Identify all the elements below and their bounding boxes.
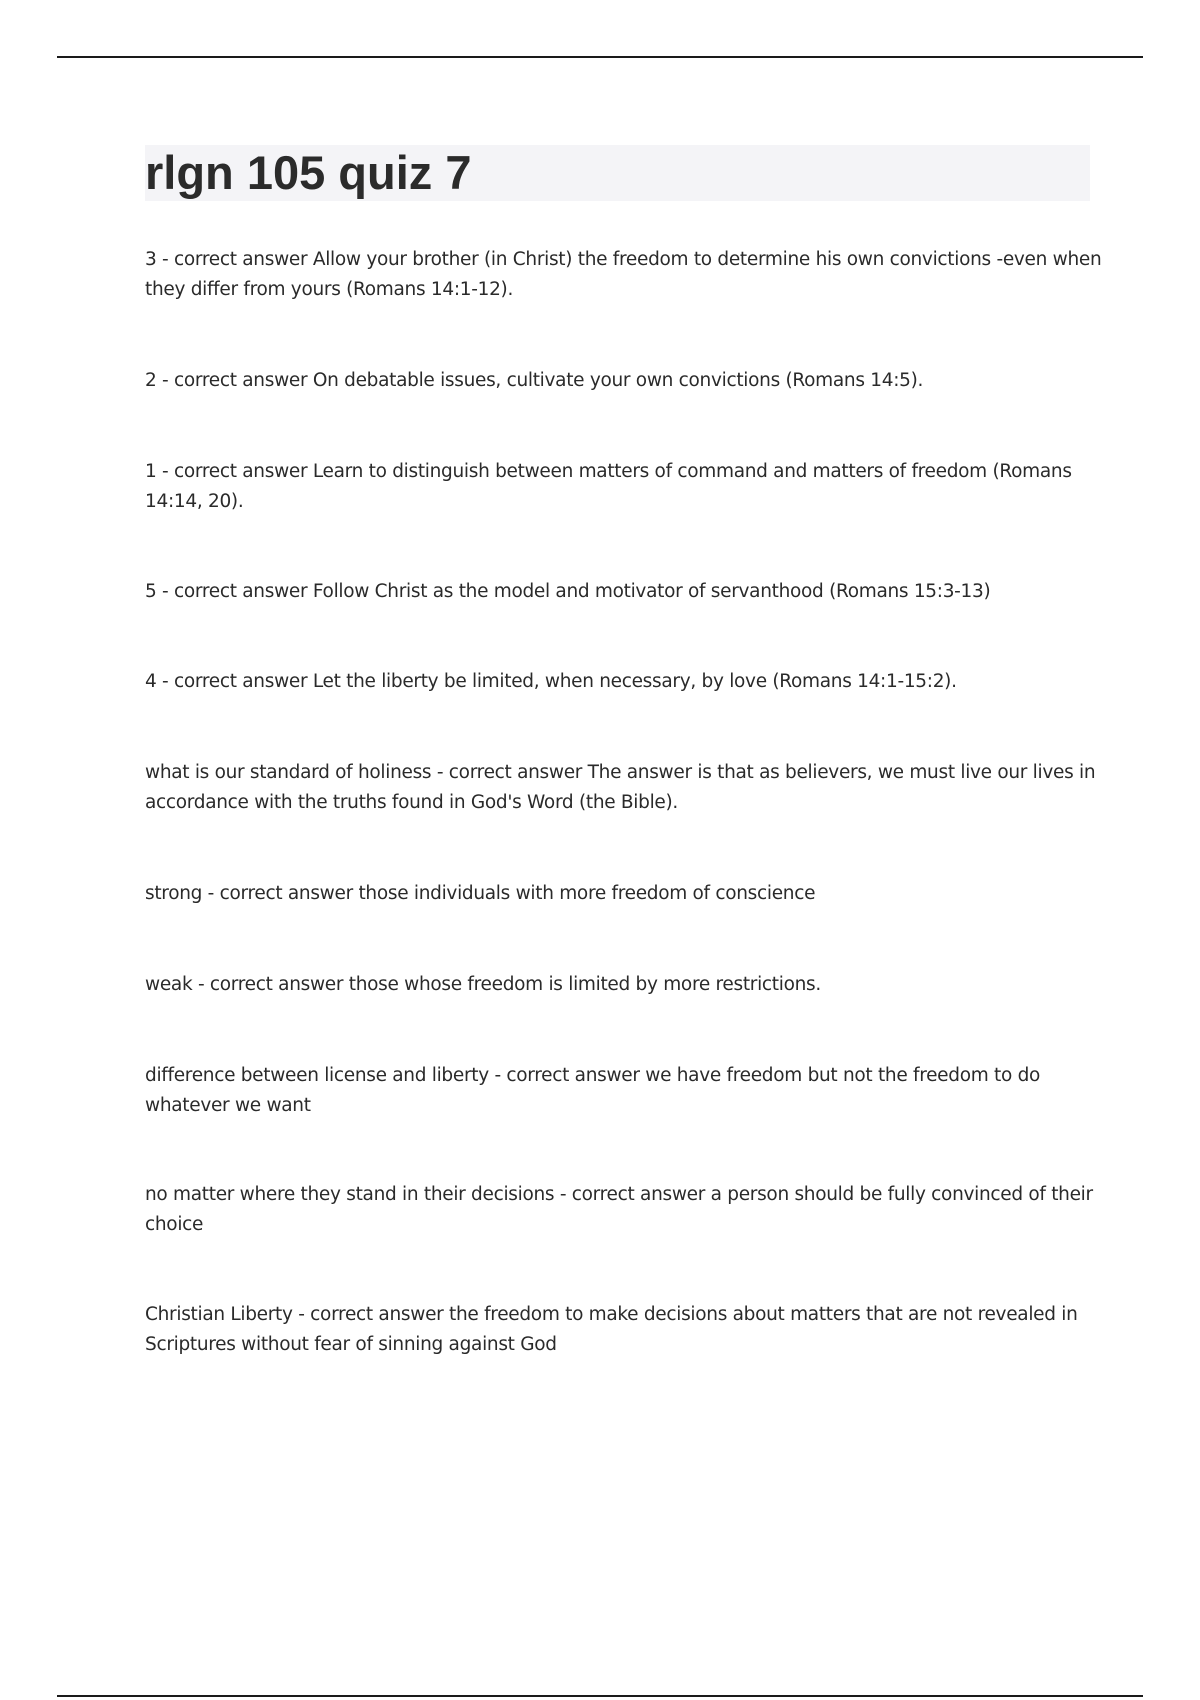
qa-entry: no matter where they stand in their decisions - correct answer a person should be fully convinced of their choice — [145, 1184, 1093, 1235]
qa-entry: Christian Liberty - correct answer the freedom to make decisions about matters that are not revealed in Scriptures without fear of sinning against God — [145, 1304, 1078, 1355]
qa-entry: 4 - correct answer Let the liberty be limited, when necessary, by love (Romans 14:1-15:2). — [145, 671, 957, 692]
top-rule — [57, 56, 1143, 58]
qa-entry: 3 - correct answer Allow your brother (in Christ) the freedom to determine his own convictions -even when they differ from yours (Romans 14:1-12). — [145, 249, 1102, 300]
qa-entry: 2 - correct answer On debatable issues, cultivate your own convictions (Romans 14:5). — [145, 370, 924, 391]
document-title: rlgn 105 quiz 7 — [145, 146, 472, 199]
qa-entry: difference between license and liberty - correct answer we have freedom but not the freedom to do whatever we want — [145, 1065, 1041, 1116]
qa-entry: strong - correct answer those individuals with more freedom of conscience — [145, 883, 816, 904]
bottom-rule — [57, 1695, 1143, 1697]
qa-entry: 5 - correct answer Follow Christ as the model and motivator of servanthood (Romans 15:3-13) — [145, 581, 991, 602]
qa-entry: what is our standard of holiness - correct answer The answer is that as believers, we must live our lives in accordance with the truths found in God's Word (the Bible). — [145, 762, 1096, 813]
qa-entry: 1 - correct answer Learn to distinguish between matters of command and matters of freedom (Romans 14:14, 20). — [145, 461, 1072, 512]
qa-entry: weak - correct answer those whose freedom is limited by more restrictions. — [145, 974, 821, 995]
